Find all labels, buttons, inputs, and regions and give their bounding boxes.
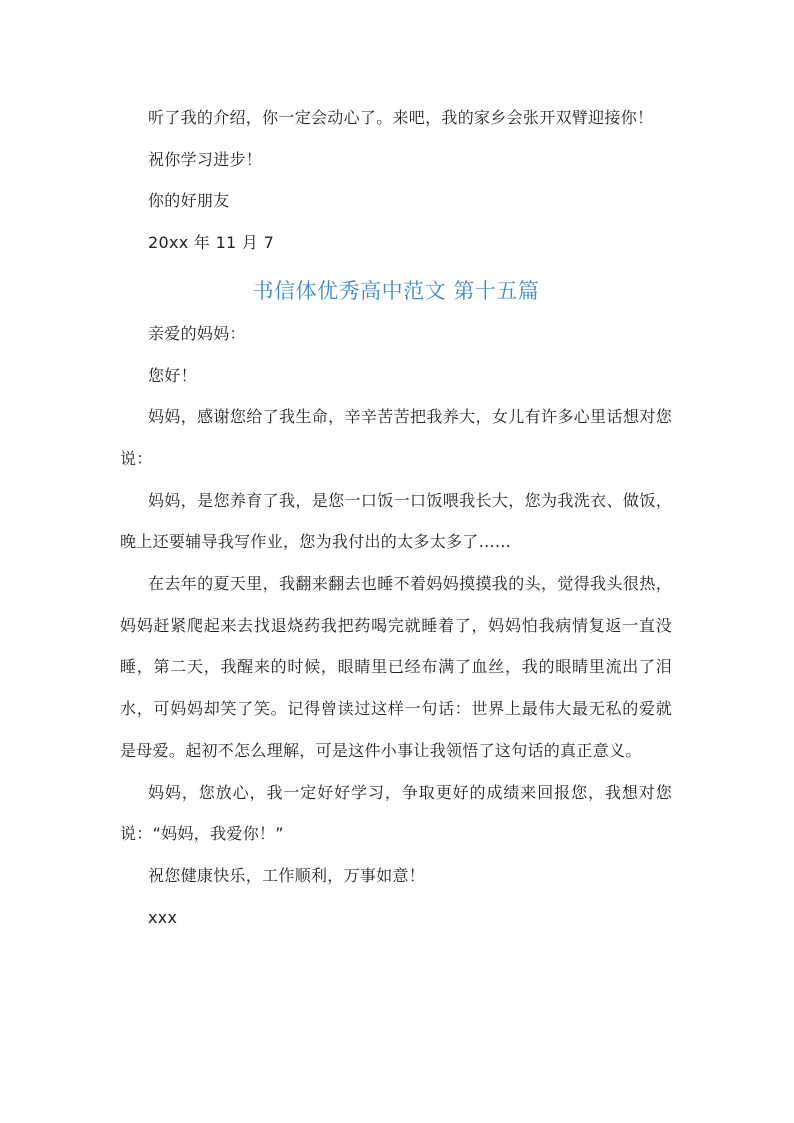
greeting: 您好！: [148, 365, 197, 385]
closing-paragraph: 听了我的介绍，你一定会动心了。来吧，我的家乡会张开双臂迎接你！: [148, 108, 654, 127]
letter-body: [120, 313, 672, 939]
body-paragraph: 在去年的夏天里，我翻来翻去也睡不着妈妈摸摸我的头，觉得我头很热，妈妈赶紧爬起来去找退烧药我把药喝完就睡着了，妈妈怕我病情复返一直没睡，第二天，我醒来的时候，眼睛里已经布满了血丝，我的眼睛里流出了泪水，可妈妈却笑了笑。记得曾读过这样一句话：世界上最伟大最无私的爱就是母爱。起初不怎么理解，可是这件小事让我领悟了这句话的真正意义。: [120, 574, 672, 760]
letter-signature: xxx: [148, 907, 178, 927]
salutation: 亲爱的妈妈：: [148, 323, 246, 343]
body-paragraph: 妈妈，感谢您给了我生命，辛辛苦苦把我养大，女儿有许多心里话想对您说：: [120, 407, 672, 468]
document-page: [120, 0, 672, 938]
previous-letter-ending: [120, 0, 672, 264]
body-paragraph: 妈妈，是您养育了我，是您一口饭一口饭喂我长大，您为我洗衣、做饭，晚上还要辅导我写作业，您为我付出的太多太多了……: [120, 490, 672, 552]
closing-wish: 祝您健康快乐，工作顺利，万事如意！: [148, 865, 426, 885]
signature-line: 你的好朋友: [148, 191, 230, 211]
body-paragraph: 妈妈，您放心，我一定好好学习，争取更好的成绩来回报您，我想对您说：“妈妈，我爱你！”: [120, 782, 672, 844]
date-line: 20xx 年 11 月 7: [148, 233, 275, 253]
section-title: 书信体优秀高中范文 第十五篇: [252, 278, 540, 303]
wish-line: 祝你学习进步！: [148, 149, 263, 169]
